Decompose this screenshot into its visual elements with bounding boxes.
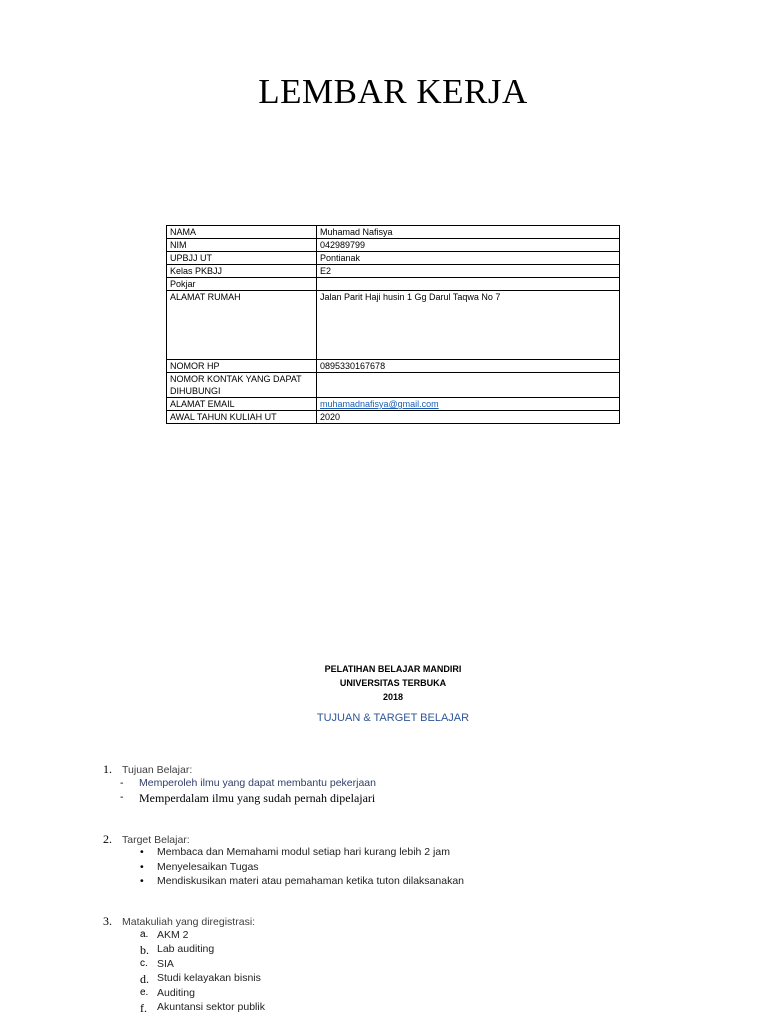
label-alamat-rumah: ALAMAT RUMAH <box>167 291 317 360</box>
label-nama: NAMA <box>167 226 317 239</box>
list-marker: b. <box>140 943 149 957</box>
list-marker: d. <box>140 972 149 986</box>
label-alamat-email: ALAMAT EMAIL <box>167 398 317 411</box>
table-row <box>167 252 620 265</box>
section-number: 1. <box>103 762 112 776</box>
list-item: Membaca dan Memahami modul setiap hari kurang lebih 2 jam <box>157 846 450 858</box>
table-row <box>167 226 620 239</box>
list-item: Memperoleh ilmu yang dapat membantu pekerjaan <box>139 777 376 789</box>
label-nomor-kontak: NOMOR KONTAK YANG DAPAT DIHUBUNGI <box>167 373 317 398</box>
table-row <box>167 411 620 424</box>
list-marker: a. <box>140 929 149 940</box>
bullet-icon: • <box>140 861 144 873</box>
student-info-table <box>166 225 620 424</box>
section-tujuan-label <box>103 762 192 777</box>
table-row <box>167 373 620 398</box>
heading-line-1: PELATIHAN BELAJAR MANDIRI <box>324 664 462 674</box>
label-upbjj: UPBJJ UT <box>167 252 317 265</box>
label-pokjar: Pokjar <box>167 278 317 291</box>
dash-bullet: - <box>120 777 124 789</box>
value-alamat-rumah: Jalan Parit Haji husin 1 Gg Darul Taqwa No 7 <box>317 291 620 360</box>
list-item: Lab auditing <box>157 943 215 955</box>
value-awal-tahun: 2020 <box>317 411 620 424</box>
list-item: AKM 2 <box>157 929 189 941</box>
heading-line-3: 2018 <box>382 692 404 702</box>
section-title: Tujuan Belajar: <box>122 764 193 776</box>
list-marker: c. <box>140 958 148 969</box>
table-row <box>167 360 620 373</box>
section-subtitle: TUJUAN & TARGET BELAJAR <box>316 712 470 724</box>
section-title: Target Belajar: <box>122 834 190 846</box>
bullet-icon: • <box>140 846 144 858</box>
value-kelas: E2 <box>317 265 620 278</box>
list-item: Menyelesaikan Tugas <box>157 861 259 873</box>
value-nim: 042989799 <box>317 239 620 252</box>
label-awal-tahun: AWAL TAHUN KULIAH UT <box>167 411 317 424</box>
dash-bullet: - <box>120 791 124 803</box>
bullet-icon: • <box>140 875 144 887</box>
list-item: SIA <box>157 958 174 970</box>
list-item: Studi kelayakan bisnis <box>157 972 261 984</box>
section-title: Matakuliah yang diregistrasi: <box>122 916 256 928</box>
value-nomor-kontak <box>317 373 620 398</box>
table-row <box>167 278 620 291</box>
section-number: 3. <box>103 914 112 928</box>
label-kelas: Kelas PKBJJ <box>167 265 317 278</box>
list-item: Memperdalam ilmu yang sudah pernah dipelajari <box>139 791 376 805</box>
label-nomor-hp: NOMOR HP <box>167 360 317 373</box>
list-marker: e. <box>140 987 149 998</box>
value-nomor-hp: 0895330167678 <box>317 360 620 373</box>
value-nama: Muhamad Nafisya <box>317 226 620 239</box>
table-row <box>167 398 620 411</box>
value-alamat-email <box>317 398 620 411</box>
list-item: Mendiskusikan materi atau pemahaman ketika tuton dilaksanakan <box>157 875 465 887</box>
section-number: 2. <box>103 832 112 846</box>
email-link[interactable]: muhamadnafisya@gmail.com <box>320 399 439 409</box>
value-pokjar <box>317 278 620 291</box>
section-matakuliah-label <box>103 914 255 929</box>
list-item: Auditing <box>157 987 195 999</box>
label-nim: NIM <box>167 239 317 252</box>
table-row <box>167 239 620 252</box>
page-title: LEMBAR KERJA <box>258 72 528 111</box>
table-row <box>167 265 620 278</box>
list-item: Akuntansi sektor publik <box>157 1001 265 1013</box>
table-row <box>167 291 620 360</box>
section-target-label <box>103 832 190 847</box>
list-marker: f. <box>140 1001 147 1015</box>
value-upbjj: Pontianak <box>317 252 620 265</box>
heading-line-2: UNIVERSITAS TERBUKA <box>339 678 447 688</box>
